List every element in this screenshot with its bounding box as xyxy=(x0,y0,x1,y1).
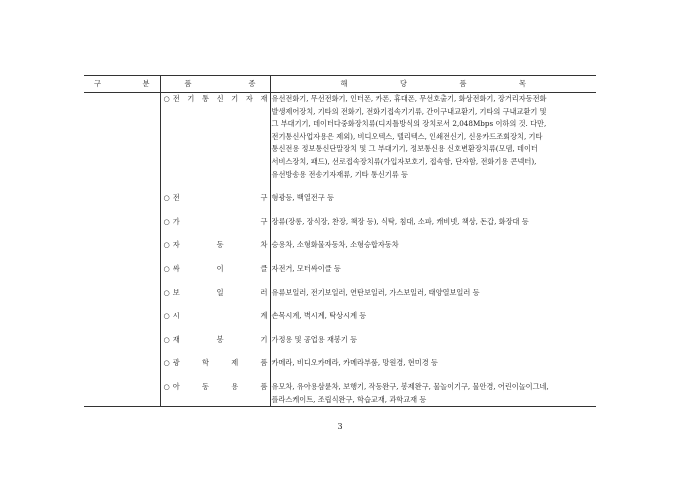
table-row xyxy=(84,357,596,370)
item-type-name xyxy=(173,93,268,106)
spacer-cell xyxy=(270,205,596,216)
bullet-marker: ○ xyxy=(163,240,170,250)
category-cell xyxy=(84,310,160,323)
item-type-name xyxy=(173,287,268,300)
item-type-cell xyxy=(160,263,270,276)
table-row xyxy=(84,381,596,407)
spacer-cell xyxy=(160,323,270,334)
applicable-items-cell xyxy=(270,239,596,252)
spacer-cell xyxy=(270,370,596,381)
spacer-cell xyxy=(270,323,596,334)
item-type-cell xyxy=(160,357,270,370)
table-row xyxy=(84,287,596,300)
row-spacer xyxy=(84,299,596,310)
applicable-items-line: 발생제어장치, 기타의 전화기, 전화기접속기기류, 간이구내교환기, 기타의 구내교환기 및 xyxy=(271,106,547,116)
row-spacer xyxy=(84,346,596,357)
item-type-char: 전 xyxy=(172,94,180,103)
bullet-marker: ○ xyxy=(163,334,170,344)
item-type-char: 계 xyxy=(260,311,268,321)
product-category-table xyxy=(84,75,596,407)
applicable-items-cell xyxy=(270,310,596,323)
category-cell xyxy=(84,287,160,300)
applicable-items-line: 손목시계, 벽시계, 탁상시계 등 xyxy=(271,311,367,321)
applicable-items-line: 장류(장롱, 장식장, 찬장, 책장 등), 식탁, 침대, 소파, 캐비넷, 책상, 돈갑, 화장대 등 xyxy=(271,216,529,226)
table-row xyxy=(84,192,596,205)
applicable-items-line: 형광등, 백열전구 등 xyxy=(271,193,334,203)
spacer-cell xyxy=(84,323,160,334)
spacer-cell xyxy=(84,252,160,263)
item-type-char: 봉 xyxy=(216,334,224,344)
item-type-char: 일 xyxy=(216,287,224,297)
spacer-cell xyxy=(270,276,596,287)
table-row xyxy=(84,239,596,252)
item-type-char: 러 xyxy=(260,287,268,297)
applicable-items-line: 통신전용 정보통신단말장치 및 그 부대기기, 정보통신용 신호변환장치류(모뎀, 데이터 xyxy=(271,144,538,154)
table-row xyxy=(84,93,596,182)
applicable-items-cell xyxy=(270,357,596,370)
item-type-char: 아 xyxy=(172,381,180,391)
row-spacer xyxy=(84,276,596,287)
item-type-name xyxy=(173,357,268,370)
category-cell xyxy=(84,381,160,407)
spacer-cell xyxy=(270,228,596,239)
item-type-char: 전 xyxy=(172,193,180,203)
bullet-marker: ○ xyxy=(163,311,170,321)
spacer-cell xyxy=(84,370,160,381)
item-type-cell xyxy=(160,381,270,407)
item-type-name xyxy=(173,216,268,229)
header-category: 구 분 xyxy=(84,76,160,93)
bullet-marker: ○ xyxy=(163,94,170,103)
item-type-char: 싸 xyxy=(172,263,180,273)
item-type-char: 보 xyxy=(172,287,180,297)
item-type-name xyxy=(173,263,268,276)
item-type-char: 구 xyxy=(260,193,268,203)
item-type-name xyxy=(173,192,268,205)
applicable-items-cell xyxy=(270,287,596,300)
spacer-cell xyxy=(160,276,270,287)
applicable-items-cell xyxy=(270,334,596,347)
table-row xyxy=(84,310,596,323)
applicable-items-cell xyxy=(270,263,596,276)
row-spacer xyxy=(84,252,596,263)
spacer-cell xyxy=(160,299,270,310)
bullet-marker: ○ xyxy=(163,381,170,391)
item-type-char: 이 xyxy=(216,263,224,273)
applicable-items-cell xyxy=(270,192,596,205)
spacer-cell xyxy=(84,346,160,357)
item-type-cell xyxy=(160,310,270,323)
category-cell xyxy=(84,93,160,182)
applicable-items-line: 그 부대기기, 데이터다중화장치류(디지틀방식의 장치로서 2,048Mbps 이하의 것. 다만, xyxy=(271,119,547,129)
item-type-name xyxy=(173,239,268,252)
applicable-items-line: 유선방송용 전송기자재류, 기타 통신기류 등 xyxy=(271,169,408,179)
spacer-cell xyxy=(84,205,160,216)
spacer-cell xyxy=(270,346,596,357)
item-type-char: 구 xyxy=(260,216,268,226)
applicable-items-cell xyxy=(270,93,596,182)
row-spacer xyxy=(84,205,596,216)
bullet-marker: ○ xyxy=(163,216,170,226)
spacer-cell xyxy=(84,276,160,287)
item-type-char: 동 xyxy=(202,381,209,391)
spacer-cell xyxy=(270,181,596,192)
item-type-char: 용 xyxy=(231,381,239,391)
applicable-items-line: 자전거, 모터싸이클 등 xyxy=(271,263,341,273)
item-type-cell xyxy=(160,239,270,252)
item-type-cell xyxy=(160,216,270,229)
item-type-char: 신 xyxy=(216,94,224,103)
item-type-char: 재 xyxy=(172,334,180,344)
item-type-char: 통 xyxy=(202,94,209,103)
bullet-marker: ○ xyxy=(163,263,170,273)
item-type-char: 품 xyxy=(260,381,268,391)
category-cell xyxy=(84,192,160,205)
table-header-row xyxy=(84,76,596,93)
item-type-char: 학 xyxy=(202,358,209,368)
bullet-marker: ○ xyxy=(163,193,170,203)
spacer-cell xyxy=(84,181,160,192)
applicable-items-cell xyxy=(270,381,596,407)
spacer-cell xyxy=(160,228,270,239)
applicable-items-line: 유모차, 유아용삼륜차, 보행기, 작동완구, 봉제완구, 물놀이기구, 물안경, 어린이놀이그네, xyxy=(271,381,549,391)
item-type-name xyxy=(173,310,268,323)
header-applicable-items: 해 당 품 목 xyxy=(340,78,526,88)
row-spacer xyxy=(84,323,596,334)
table-row xyxy=(84,334,596,347)
category-cell xyxy=(84,239,160,252)
applicable-items-line: 전기통신사업자용은 제외), 비디오텍스, 텔리텍스, 인쇄전신기, 신용카드조회장치, 기타 xyxy=(271,131,543,141)
page-number: 3 xyxy=(337,422,343,431)
item-type-name xyxy=(173,381,268,394)
item-type-name xyxy=(173,334,268,347)
spacer-cell xyxy=(160,346,270,357)
item-type-char: 품 xyxy=(260,358,268,368)
item-type-char: 광 xyxy=(172,358,180,368)
applicable-items-line: 유선전화기, 무선전화기, 인터폰, 카폰, 휴대폰, 무선호출기, 화상전화기, 장거리자동전화 xyxy=(271,94,547,103)
item-type-cell xyxy=(160,192,270,205)
item-type-cell xyxy=(160,287,270,300)
item-type-cell xyxy=(160,93,270,182)
item-type-char: 가 xyxy=(172,216,180,226)
spacer-cell xyxy=(160,252,270,263)
table-row xyxy=(84,263,596,276)
applicable-items-line: 유류보일러, 전기보일러, 연탄보일러, 가스보일러, 태양열보일러 등 xyxy=(271,287,480,297)
item-type-cell xyxy=(160,334,270,347)
row-spacer xyxy=(84,228,596,239)
item-type-char: 동 xyxy=(216,240,224,250)
category-cell xyxy=(84,357,160,370)
spacer-cell xyxy=(160,205,270,216)
spacer-cell xyxy=(160,181,270,192)
category-cell xyxy=(84,263,160,276)
applicable-items-line: 플라스케이트, 조립식완구, 학습교재, 과학교재 등 xyxy=(271,394,427,404)
spacer-cell xyxy=(84,299,160,310)
item-type-char: 기 xyxy=(187,94,195,103)
spacer-cell xyxy=(84,228,160,239)
item-type-char: 클 xyxy=(260,263,268,273)
header-item-type: 품 종 xyxy=(160,76,270,93)
item-type-char: 자 xyxy=(245,94,253,103)
item-type-char: 시 xyxy=(172,311,180,321)
item-type-char: 차 xyxy=(260,240,268,250)
item-type-char: 기 xyxy=(260,334,268,344)
item-type-char: 자 xyxy=(172,240,180,250)
applicable-items-cell xyxy=(270,216,596,229)
spacer-cell xyxy=(270,252,596,263)
row-spacer xyxy=(84,370,596,381)
item-type-char: 제 xyxy=(231,358,239,368)
applicable-items-line: 서비스장치, 패드), 선로접속장치류(가입자보호기, 접속함, 단자함, 전화기용 콘넥터), xyxy=(271,156,537,166)
row-spacer xyxy=(84,181,596,192)
applicable-items-line: 카메라, 비디오카메라, 카메라부품, 망원경, 현미경 등 xyxy=(271,358,438,368)
spacer-cell xyxy=(270,299,596,310)
bullet-marker: ○ xyxy=(163,287,170,297)
spacer-cell xyxy=(160,370,270,381)
table-row xyxy=(84,216,596,229)
item-type-char: 재 xyxy=(260,94,268,103)
applicable-items-line: 가정용 및 공업용 재봉기 등 xyxy=(271,334,358,344)
bullet-marker: ○ xyxy=(163,358,170,368)
applicable-items-line: 승용차, 소형화물자동차, 소형승합자동차 xyxy=(271,240,399,250)
item-type-char: 기 xyxy=(231,94,239,103)
category-cell xyxy=(84,334,160,347)
category-cell xyxy=(84,216,160,229)
